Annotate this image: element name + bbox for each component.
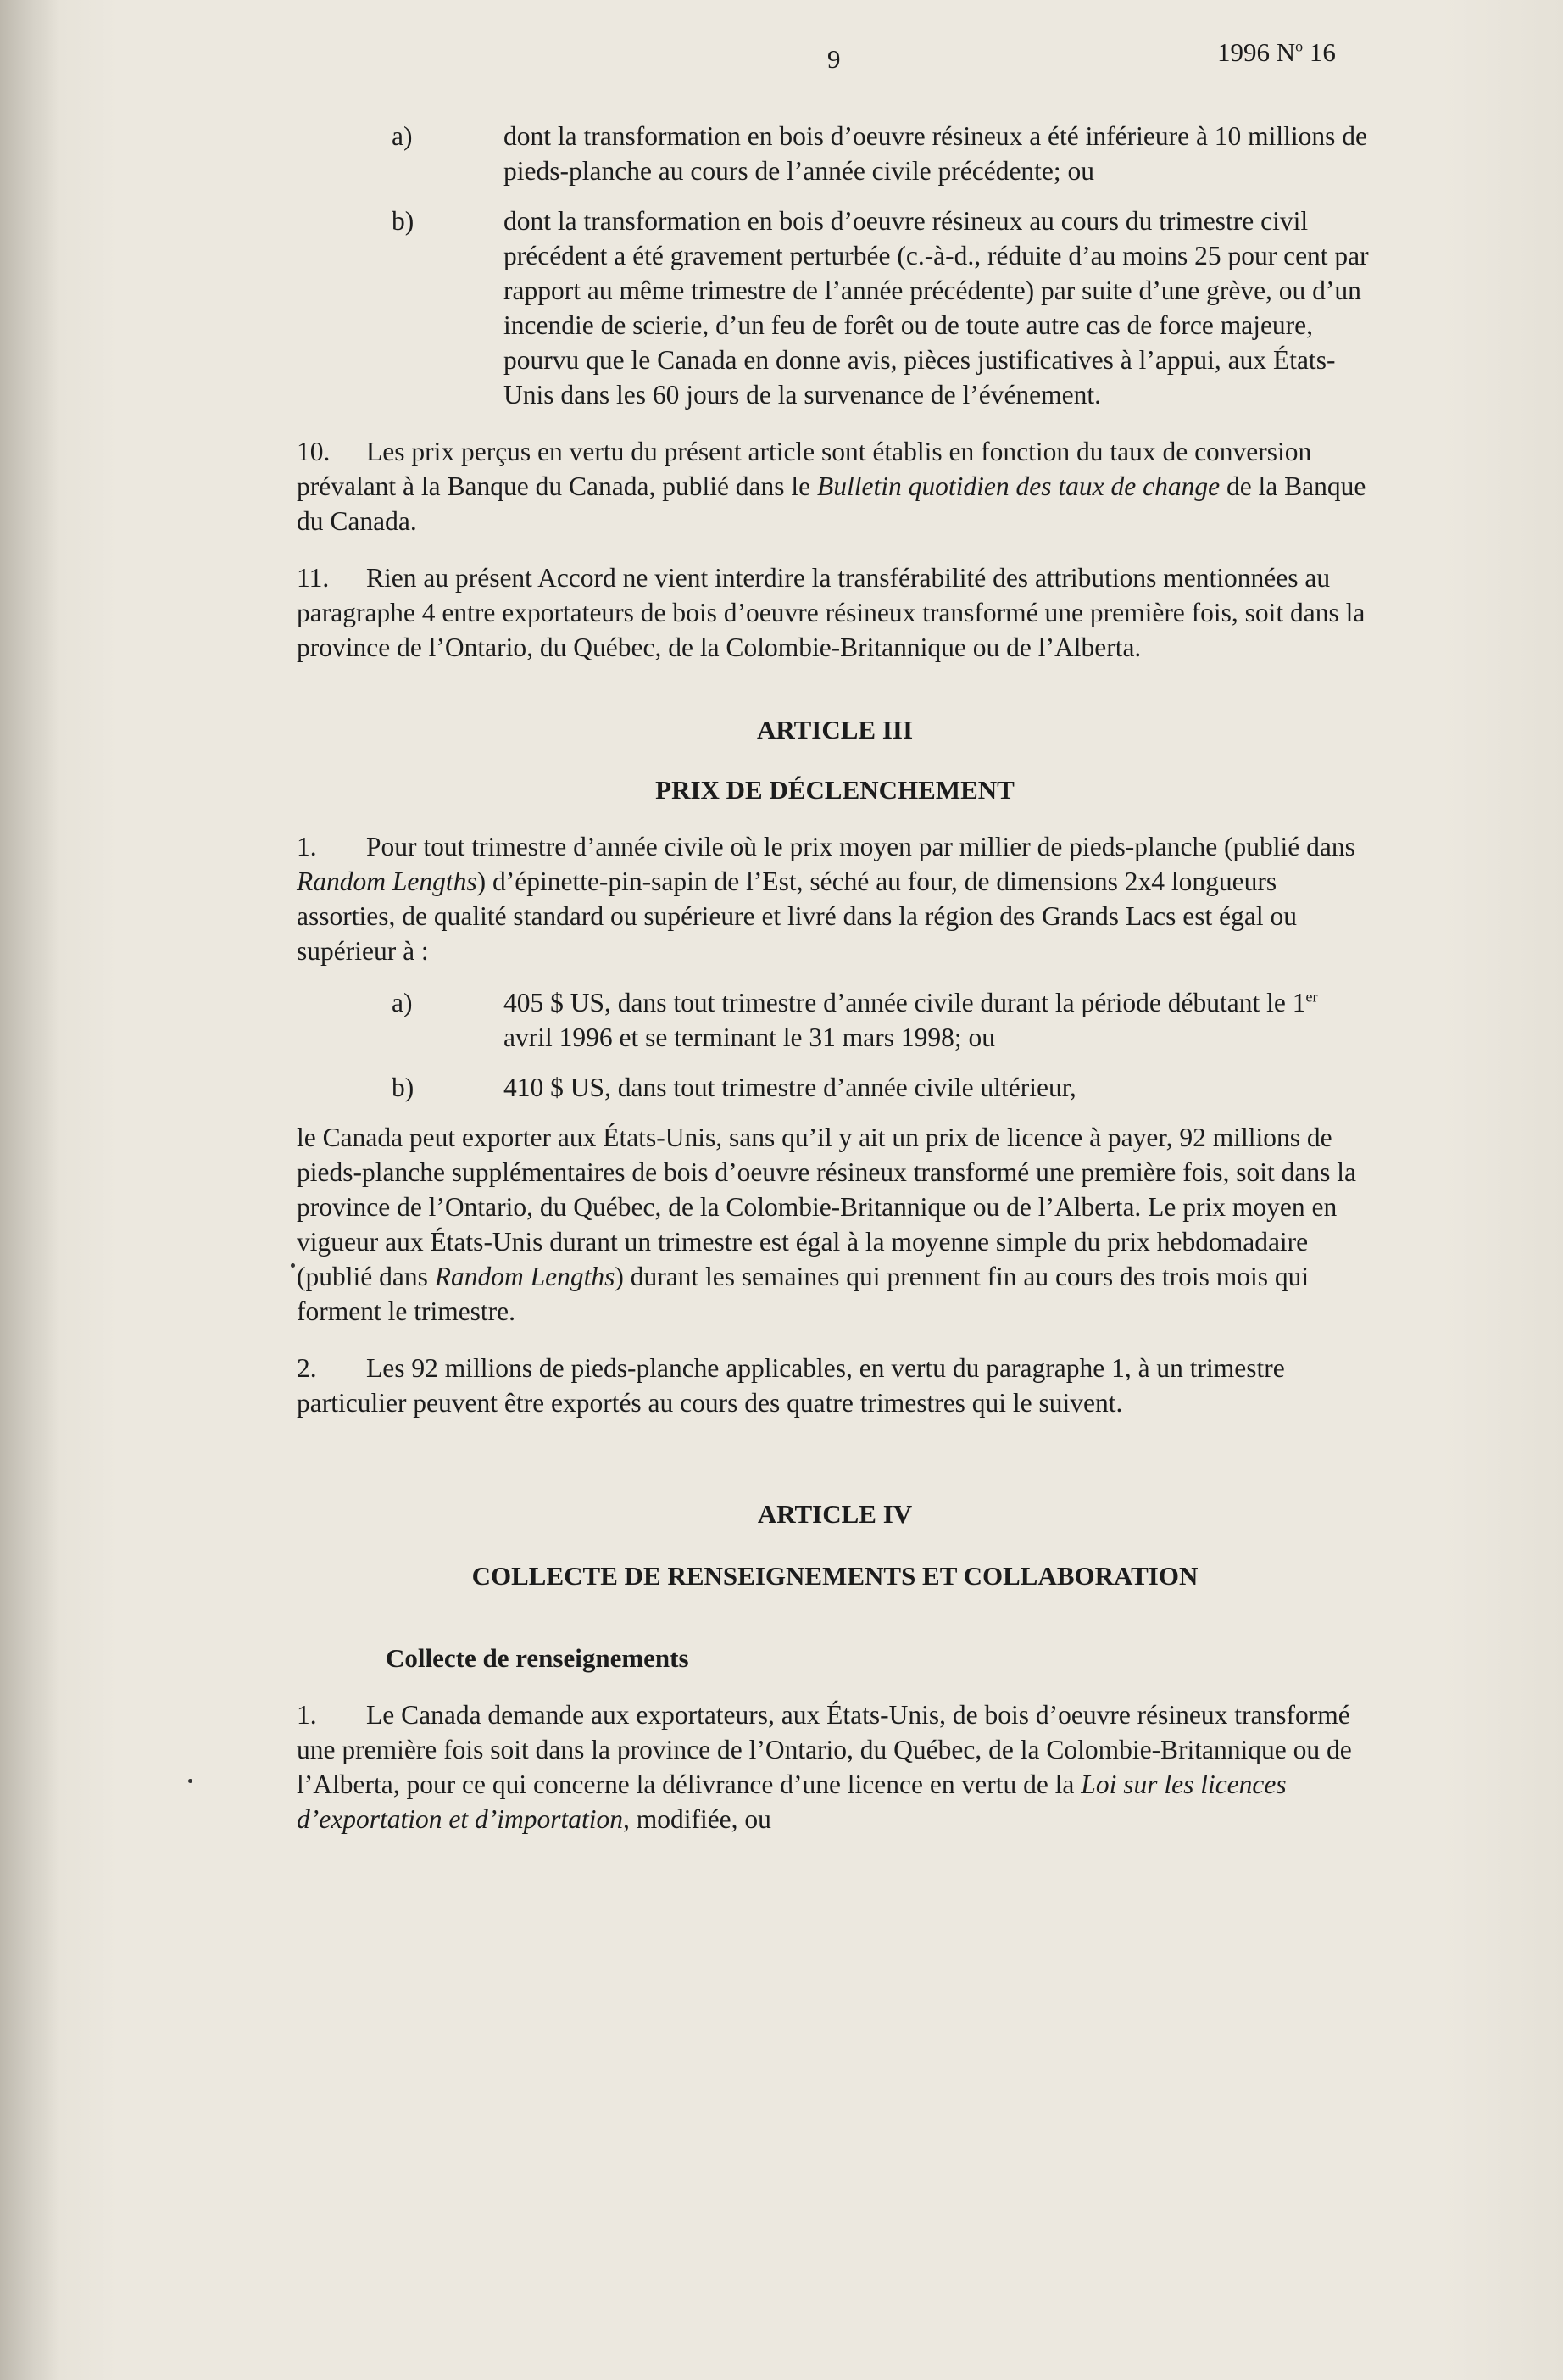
issue-label	[1217, 37, 1336, 68]
document-body	[297, 119, 1373, 1837]
issue-number: 16	[1303, 37, 1336, 67]
paragraph-text: Les 92 millions de pieds-planche applicables, en vertu du paragraphe 1, à un trimestre particulier peuvent être exportés au cours des quatre trimestres qui le suivent.	[297, 1353, 1285, 1418]
article-3-paragraph-1	[297, 829, 1373, 968]
paragraph-text: le Canada peut exporter aux États-Unis, sans qu’il y ait un prix de licence à payer, 92 millions de pieds-planche supplémentaires de bois d’oeuvre résineux transformé une première fois, soit dans la province de l’Ontario, du Québec, de la Colombie-Britannique ou de l’Alberta. Le prix moyen en vigueur aux États-Unis durant un trimestre est égal à la moyenne simple du prix hebdomadaire (publié dans	[297, 1123, 1356, 1291]
list-text: dont la transformation en bois d’oeuvre résineux au cours du trimestre civil précédent a été gravement perturbée (c.-à-d., réduite d’au moins 25 pour cent par rapport au même trimestre de l’année précédente) par suite d’une grève, ou d’un incendie de scierie, d’un feu de forêt ou de toute autre cas de force majeure, pourvu que le Canada en donne avis, pièces justificatives à l’appui, aux États-Unis dans les 60 jours de la survenance de l’événement.	[503, 206, 1369, 410]
print-speck	[291, 1263, 295, 1268]
article-3-paragraph-1-continued	[297, 1120, 1373, 1329]
paragraph-text: Rien au présent Accord ne vient interdire la transférabilité des attributions mentionnées au paragraphe 4 entre exportateurs de bois d’oeuvre résineux transformé une première fois, soit dans la province de l’Ontario, du Québec, de la Colombie-Britannique ou de l’Alberta.	[297, 563, 1366, 662]
paragraph-italic: Bulletin quotidien des taux de change	[817, 471, 1221, 501]
page-number: 9	[827, 44, 841, 74]
paragraph-text: , modifiée, ou	[622, 1804, 771, 1834]
paragraph-11	[297, 560, 1373, 665]
list-marker: b)	[392, 1073, 414, 1102]
list-item	[297, 119, 1373, 188]
paragraph-italic: Loi sur les licences d’exportation et d’importation	[297, 1770, 1287, 1834]
superscript: er	[1305, 988, 1318, 1006]
list-item	[297, 1070, 1373, 1105]
paragraph-text: de la Banque du Canada.	[297, 471, 1366, 536]
print-speck	[188, 1779, 192, 1783]
paragraph-text: ) durant les semaines qui prennent fin au cours des trois mois qui forment le trimestre.	[297, 1262, 1310, 1326]
issue-sup: o	[1295, 37, 1304, 55]
article-3-subtitle: PRIX DE DÉCLENCHEMENT	[655, 775, 1015, 805]
paragraph-number: 11.	[297, 563, 330, 593]
issue-year: 1996 N	[1217, 37, 1296, 67]
paragraph-number: 10.	[297, 437, 331, 466]
list-item	[297, 985, 1373, 1055]
paragraph-italic: Random Lengths	[434, 1262, 615, 1291]
list-text	[487, 985, 1373, 1055]
paragraph-text: ) d’épinette-pin-sapin de l’Est, séché au four, de dimensions 2x4 longueurs assorties, de qualité standard ou supérieure et livré dans la région des Grands Lacs est égal ou supérieur à :	[297, 867, 1297, 966]
article-3-paragraph-2	[297, 1351, 1373, 1420]
article-3-title: ARTICLE III	[756, 715, 914, 744]
paragraph-number: 2.	[297, 1353, 317, 1383]
article-4-title: ARTICLE IV	[757, 1499, 913, 1529]
paragraph-italic: Random Lengths	[297, 867, 477, 896]
paragraph-text: Pour tout trimestre d’année civile où le prix moyen par millier de pieds-planche (publié dans	[366, 832, 1355, 861]
paragraph-number: 1.	[297, 1700, 317, 1730]
paragraph-text: Les prix perçus en vertu du présent article sont établis en fonction du taux de conversion prévalant à la Banque du Canada, publié dans le	[297, 437, 1312, 501]
section-heading: Collecte de renseignements	[386, 1643, 689, 1673]
article-4-paragraph-1	[297, 1697, 1373, 1837]
binding-shadow	[0, 0, 59, 2380]
list-item	[297, 203, 1373, 412]
list-text: 410 $ US, dans tout trimestre d’année civile ultérieur,	[503, 1073, 1076, 1102]
list-marker: a)	[392, 121, 413, 151]
paragraph-number: 1.	[297, 832, 317, 861]
list-text-part: 405 $ US, dans tout trimestre d’année civile durant la période débutant le 1	[503, 988, 1306, 1017]
list-text-part: avril 1996 et se terminant le 31 mars 1998; ou	[503, 1023, 995, 1052]
list-marker: a)	[392, 988, 413, 1017]
paragraph-10	[297, 434, 1373, 538]
paragraph-text: Le Canada demande aux exportateurs, aux États-Unis, de bois d’oeuvre résineux transformé une première fois soit dans la province de l’Ontario, du Québec, de la Colombie-Britannique ou de l’Alberta, pour ce qui concerne la délivrance d’une licence en vertu de la	[297, 1700, 1352, 1799]
list-text: dont la transformation en bois d’oeuvre résineux a été inférieure à 10 millions de pieds-planche au cours de l’année civile précédente; ou	[503, 121, 1368, 186]
list-marker: b)	[392, 206, 414, 236]
page-header	[0, 37, 1563, 88]
article-4-subtitle: COLLECTE DE RENSEIGNEMENTS ET COLLABORATION	[471, 1561, 1199, 1591]
